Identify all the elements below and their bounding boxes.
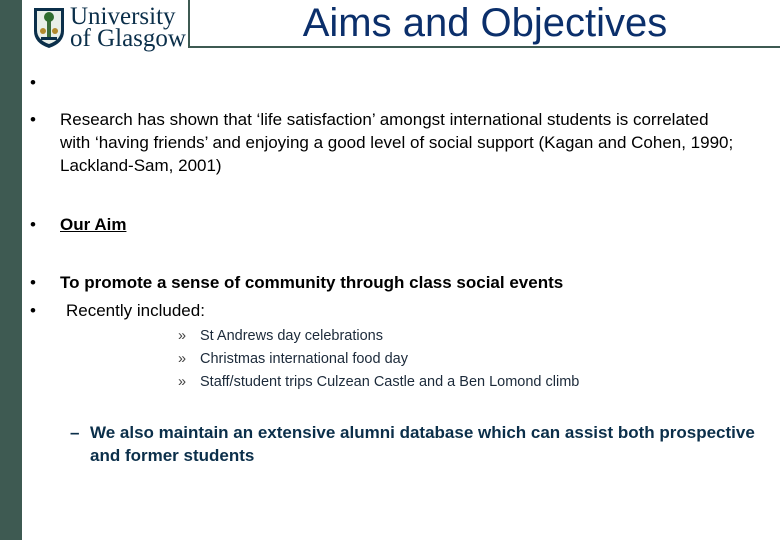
left-frame-bar bbox=[0, 0, 22, 540]
dash-marker: – bbox=[70, 423, 80, 442]
title-box bbox=[190, 0, 780, 46]
bullet-text bbox=[60, 71, 750, 94]
bullet-marker: • bbox=[30, 301, 36, 320]
bullet-text: Research has shown that ‘life satisfaction’ amongst international students is correlated with ‘having friends’ and enjoying a good level of social support (Kagan and Cohen, 1990; Lackland-Sam, 2001) bbox=[60, 110, 734, 175]
sub-marker: » bbox=[178, 374, 187, 390]
bullet-our-aim bbox=[30, 213, 750, 236]
bullet-text: To promote a sense of community through class social events bbox=[60, 273, 564, 292]
bullet-marker: • bbox=[30, 110, 36, 129]
sub-item-text: Staff/student trips Culzean Castle and a Ben Lomond climb bbox=[200, 374, 580, 390]
logo-line-2: of Glasgow bbox=[70, 25, 186, 52]
sub-item bbox=[178, 371, 579, 393]
slide-title: Aims and Objectives bbox=[302, 1, 668, 45]
sub-item bbox=[178, 325, 383, 347]
sub-item-text: Christmas international food day bbox=[200, 351, 408, 367]
university-crest-icon bbox=[33, 7, 65, 54]
alumni-note-text: We also maintain an extensive alumni database which can assist both prospective and former students bbox=[90, 423, 755, 465]
bullet-promote bbox=[30, 271, 750, 294]
sub-item-text: St Andrews day celebrations bbox=[200, 328, 383, 344]
sub-marker: » bbox=[178, 351, 187, 367]
logo-line-1: University bbox=[70, 3, 176, 30]
bullet-recently bbox=[30, 299, 756, 322]
sub-marker: » bbox=[178, 328, 187, 344]
alumni-note bbox=[70, 421, 770, 467]
bullet-marker: • bbox=[30, 215, 36, 234]
bullet-marker: • bbox=[30, 73, 36, 92]
sub-item bbox=[178, 348, 408, 370]
university-logo-wordmark bbox=[70, 3, 186, 52]
our-aim-heading: Our Aim bbox=[60, 215, 127, 234]
bullet-research bbox=[30, 108, 740, 177]
bullet-text: Recently included: bbox=[66, 301, 205, 320]
bullet-marker: • bbox=[30, 273, 36, 292]
bullet-empty bbox=[30, 71, 750, 94]
